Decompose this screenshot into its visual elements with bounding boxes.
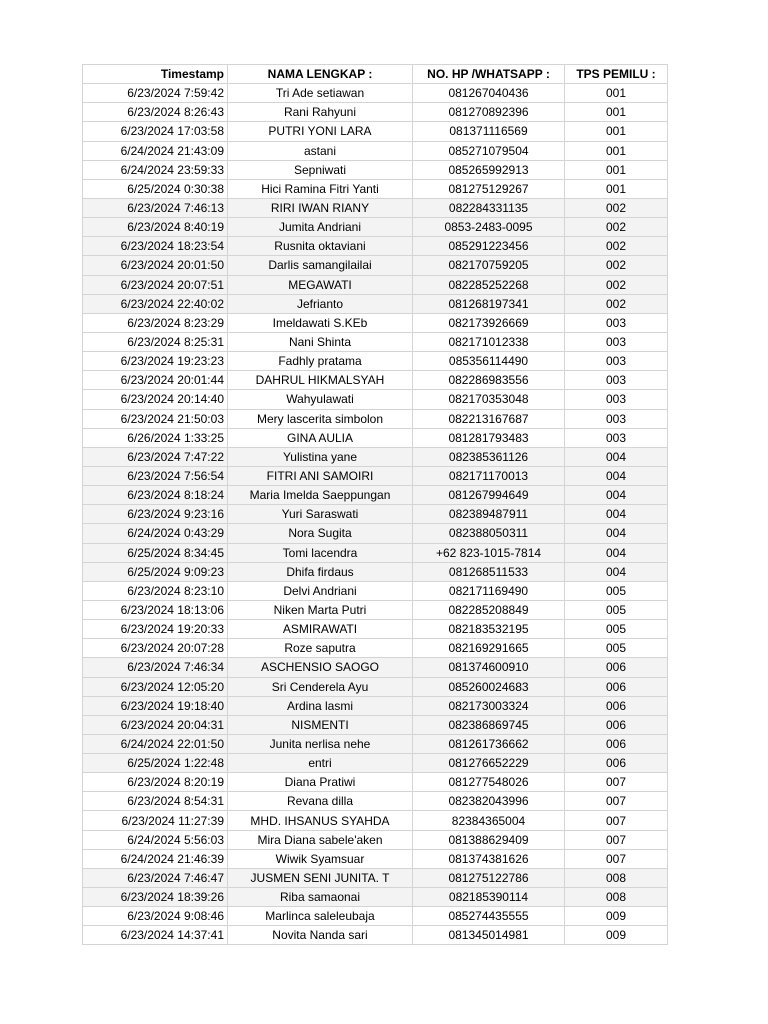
cell-full-name: Ardina lasmi <box>228 696 413 715</box>
cell-tps: 003 <box>565 352 668 371</box>
cell-timestamp: 6/23/2024 20:01:44 <box>83 371 228 390</box>
cell-phone: 081268511533 <box>413 562 565 581</box>
table-row <box>83 600 668 619</box>
cell-phone: 082389487911 <box>413 505 565 524</box>
cell-timestamp: 6/23/2024 11:27:39 <box>83 811 228 830</box>
cell-phone: 082170759205 <box>413 256 565 275</box>
cell-timestamp: 6/24/2024 21:46:39 <box>83 849 228 868</box>
cell-tps: 006 <box>565 754 668 773</box>
cell-phone: 082173926669 <box>413 313 565 332</box>
table-row <box>83 294 668 313</box>
cell-tps: 006 <box>565 715 668 734</box>
cell-timestamp: 6/25/2024 0:30:38 <box>83 179 228 198</box>
cell-full-name: Fadhly pratama <box>228 352 413 371</box>
cell-phone: 082185390114 <box>413 888 565 907</box>
cell-tps: 001 <box>565 141 668 160</box>
table-row <box>83 792 668 811</box>
cell-phone: 082382043996 <box>413 792 565 811</box>
cell-tps: 007 <box>565 792 668 811</box>
cell-full-name: FITRI ANI SAMOIRI <box>228 466 413 485</box>
cell-full-name: Dhifa firdaus <box>228 562 413 581</box>
cell-timestamp: 6/23/2024 19:23:23 <box>83 352 228 371</box>
cell-full-name: Niken Marta Putri <box>228 600 413 619</box>
table-row <box>83 734 668 753</box>
table-row <box>83 868 668 887</box>
cell-phone: 082169291665 <box>413 639 565 658</box>
cell-timestamp: 6/23/2024 8:23:10 <box>83 581 228 600</box>
cell-timestamp: 6/23/2024 7:59:42 <box>83 84 228 103</box>
cell-tps: 004 <box>565 505 668 524</box>
table-row <box>83 237 668 256</box>
table-row <box>83 773 668 792</box>
cell-phone: 081388629409 <box>413 830 565 849</box>
cell-full-name: DAHRUL HIKMALSYAH <box>228 371 413 390</box>
cell-full-name: Jumita Andriani <box>228 218 413 237</box>
cell-tps: 004 <box>565 524 668 543</box>
table-row <box>83 428 668 447</box>
table-row <box>83 696 668 715</box>
cell-phone: 082386869745 <box>413 715 565 734</box>
table-row <box>83 390 668 409</box>
table-row <box>83 677 668 696</box>
table-row <box>83 409 668 428</box>
cell-full-name: JUSMEN SENI JUNITA. T <box>228 868 413 887</box>
cell-tps: 001 <box>565 160 668 179</box>
cell-timestamp: 6/23/2024 8:26:43 <box>83 103 228 122</box>
responses-table <box>82 64 668 945</box>
header-full-name: NAMA LENGKAP : <box>228 65 413 84</box>
cell-full-name: Rusnita oktaviani <box>228 237 413 256</box>
cell-full-name: PUTRI YONI LARA <box>228 122 413 141</box>
cell-phone: 081276652229 <box>413 754 565 773</box>
cell-timestamp: 6/23/2024 20:07:51 <box>83 275 228 294</box>
cell-timestamp: 6/24/2024 22:01:50 <box>83 734 228 753</box>
cell-full-name: Yuri Saraswati <box>228 505 413 524</box>
cell-phone: 081267994649 <box>413 486 565 505</box>
cell-full-name: entri <box>228 754 413 773</box>
cell-phone: 085274435555 <box>413 907 565 926</box>
cell-phone: 082173003324 <box>413 696 565 715</box>
cell-timestamp: 6/23/2024 8:18:24 <box>83 486 228 505</box>
cell-tps: 007 <box>565 773 668 792</box>
cell-tps: 004 <box>565 466 668 485</box>
cell-tps: 002 <box>565 256 668 275</box>
cell-phone: 082170353048 <box>413 390 565 409</box>
table-row <box>83 754 668 773</box>
table-row <box>83 313 668 332</box>
table-row <box>83 84 668 103</box>
cell-tps: 002 <box>565 294 668 313</box>
cell-full-name: astani <box>228 141 413 160</box>
cell-tps: 002 <box>565 237 668 256</box>
cell-full-name: Imeldawati S.KEb <box>228 313 413 332</box>
cell-full-name: Wiwik Syamsuar <box>228 849 413 868</box>
table-row <box>83 830 668 849</box>
table-row <box>83 849 668 868</box>
cell-timestamp: 6/23/2024 9:23:16 <box>83 505 228 524</box>
cell-tps: 004 <box>565 447 668 466</box>
table-row <box>83 160 668 179</box>
table-row <box>83 332 668 351</box>
cell-phone: 082171170013 <box>413 466 565 485</box>
cell-phone: 081277548026 <box>413 773 565 792</box>
cell-tps: 001 <box>565 179 668 198</box>
cell-phone: 085356114490 <box>413 352 565 371</box>
table-row <box>83 888 668 907</box>
cell-full-name: Roze saputra <box>228 639 413 658</box>
cell-timestamp: 6/25/2024 8:34:45 <box>83 543 228 562</box>
cell-tps: 003 <box>565 390 668 409</box>
table-row <box>83 581 668 600</box>
table-row <box>83 218 668 237</box>
header-row <box>83 65 668 84</box>
cell-phone: 081267040436 <box>413 84 565 103</box>
cell-tps: 006 <box>565 658 668 677</box>
cell-timestamp: 6/23/2024 21:50:03 <box>83 409 228 428</box>
cell-timestamp: 6/23/2024 20:14:40 <box>83 390 228 409</box>
cell-full-name: Delvi Andriani <box>228 581 413 600</box>
cell-phone: 082285208849 <box>413 600 565 619</box>
cell-full-name: ASMIRAWATI <box>228 620 413 639</box>
table-row <box>83 620 668 639</box>
cell-tps: 004 <box>565 543 668 562</box>
cell-full-name: MEGAWATI <box>228 275 413 294</box>
cell-full-name: Sepniwati <box>228 160 413 179</box>
cell-timestamp: 6/23/2024 18:13:06 <box>83 600 228 619</box>
cell-full-name: Tomi lacendra <box>228 543 413 562</box>
cell-tps: 009 <box>565 926 668 945</box>
cell-tps: 006 <box>565 734 668 753</box>
table-row <box>83 179 668 198</box>
cell-phone: 082284331135 <box>413 198 565 217</box>
cell-full-name: Diana Pratiwi <box>228 773 413 792</box>
table-row <box>83 926 668 945</box>
table-row <box>83 543 668 562</box>
table-row <box>83 103 668 122</box>
cell-phone: 082171169490 <box>413 581 565 600</box>
cell-full-name: Novita Nanda sari <box>228 926 413 945</box>
table-row <box>83 256 668 275</box>
cell-tps: 003 <box>565 313 668 332</box>
cell-full-name: ASCHENSIO SAOGO <box>228 658 413 677</box>
cell-phone: 085291223456 <box>413 237 565 256</box>
cell-phone: 081281793483 <box>413 428 565 447</box>
cell-tps: 005 <box>565 639 668 658</box>
table-row <box>83 658 668 677</box>
cell-tps: 007 <box>565 830 668 849</box>
cell-tps: 005 <box>565 600 668 619</box>
cell-tps: 007 <box>565 811 668 830</box>
cell-timestamp: 6/23/2024 7:47:22 <box>83 447 228 466</box>
cell-phone: 082286983556 <box>413 371 565 390</box>
table-row <box>83 198 668 217</box>
cell-timestamp: 6/25/2024 1:22:48 <box>83 754 228 773</box>
cell-full-name: Rani Rahyuni <box>228 103 413 122</box>
cell-full-name: NISMENTI <box>228 715 413 734</box>
table-row <box>83 811 668 830</box>
cell-phone: 082285252268 <box>413 275 565 294</box>
table-row <box>83 466 668 485</box>
cell-tps: 003 <box>565 428 668 447</box>
table-body <box>83 84 668 945</box>
cell-full-name: Nora Sugita <box>228 524 413 543</box>
cell-phone: 082388050311 <box>413 524 565 543</box>
table-row <box>83 715 668 734</box>
cell-timestamp: 6/23/2024 8:54:31 <box>83 792 228 811</box>
cell-full-name: Riba samaonai <box>228 888 413 907</box>
cell-full-name: Junita nerlisa nehe <box>228 734 413 753</box>
cell-phone: 081374600910 <box>413 658 565 677</box>
cell-timestamp: 6/23/2024 18:39:26 <box>83 888 228 907</box>
cell-timestamp: 6/23/2024 17:03:58 <box>83 122 228 141</box>
cell-phone: 0853-2483-0095 <box>413 218 565 237</box>
cell-tps: 006 <box>565 696 668 715</box>
cell-tps: 002 <box>565 198 668 217</box>
cell-timestamp: 6/26/2024 1:33:25 <box>83 428 228 447</box>
table-row <box>83 122 668 141</box>
cell-phone: 082213167687 <box>413 409 565 428</box>
cell-phone: 082183532195 <box>413 620 565 639</box>
cell-full-name: Jefrianto <box>228 294 413 313</box>
cell-tps: 002 <box>565 275 668 294</box>
cell-phone: 82384365004 <box>413 811 565 830</box>
cell-full-name: Revana dilla <box>228 792 413 811</box>
cell-full-name: MHD. IHSANUS SYAHDA <box>228 811 413 830</box>
cell-full-name: GINA AULIA <box>228 428 413 447</box>
cell-timestamp: 6/23/2024 20:04:31 <box>83 715 228 734</box>
cell-phone: +62 823-1015-7814 <box>413 543 565 562</box>
cell-timestamp: 6/23/2024 20:07:28 <box>83 639 228 658</box>
table-row <box>83 505 668 524</box>
cell-tps: 005 <box>565 620 668 639</box>
cell-phone: 081270892396 <box>413 103 565 122</box>
cell-phone: 081268197341 <box>413 294 565 313</box>
cell-full-name: Darlis samangilailai <box>228 256 413 275</box>
cell-timestamp: 6/23/2024 22:40:02 <box>83 294 228 313</box>
cell-phone: 081374381626 <box>413 849 565 868</box>
table-row <box>83 562 668 581</box>
cell-full-name: Wahyulawati <box>228 390 413 409</box>
cell-timestamp: 6/23/2024 14:37:41 <box>83 926 228 945</box>
cell-timestamp: 6/24/2024 23:59:33 <box>83 160 228 179</box>
cell-full-name: Marlinca saleleubaja <box>228 907 413 926</box>
cell-timestamp: 6/23/2024 8:23:29 <box>83 313 228 332</box>
table-row <box>83 486 668 505</box>
cell-phone: 082385361126 <box>413 447 565 466</box>
cell-timestamp: 6/23/2024 9:08:46 <box>83 907 228 926</box>
cell-timestamp: 6/24/2024 21:43:09 <box>83 141 228 160</box>
cell-phone: 081371116569 <box>413 122 565 141</box>
cell-tps: 005 <box>565 581 668 600</box>
table-row <box>83 371 668 390</box>
cell-full-name: Nani Shinta <box>228 332 413 351</box>
cell-phone: 081345014981 <box>413 926 565 945</box>
cell-full-name: Hici Ramina Fitri Yanti <box>228 179 413 198</box>
cell-tps: 004 <box>565 562 668 581</box>
cell-full-name: Mira Diana sabele'aken <box>228 830 413 849</box>
cell-phone: 081275122786 <box>413 868 565 887</box>
cell-tps: 003 <box>565 409 668 428</box>
cell-full-name: Maria Imelda Saeppungan <box>228 486 413 505</box>
header-phone-whatsapp: NO. HP /WHATSAPP : <box>413 65 565 84</box>
cell-phone: 085265992913 <box>413 160 565 179</box>
cell-phone: 082171012338 <box>413 332 565 351</box>
header-timestamp: Timestamp <box>83 65 228 84</box>
cell-timestamp: 6/23/2024 19:18:40 <box>83 696 228 715</box>
cell-timestamp: 6/23/2024 8:20:19 <box>83 773 228 792</box>
cell-tps: 003 <box>565 332 668 351</box>
cell-tps: 006 <box>565 677 668 696</box>
cell-timestamp: 6/23/2024 12:05:20 <box>83 677 228 696</box>
cell-timestamp: 6/24/2024 5:56:03 <box>83 830 228 849</box>
cell-timestamp: 6/23/2024 7:46:13 <box>83 198 228 217</box>
cell-timestamp: 6/23/2024 8:40:19 <box>83 218 228 237</box>
cell-timestamp: 6/23/2024 8:25:31 <box>83 332 228 351</box>
cell-full-name: Sri Cenderela Ayu <box>228 677 413 696</box>
cell-tps: 001 <box>565 84 668 103</box>
cell-phone: 085260024683 <box>413 677 565 696</box>
cell-tps: 002 <box>565 218 668 237</box>
cell-tps: 003 <box>565 371 668 390</box>
cell-timestamp: 6/23/2024 7:46:47 <box>83 868 228 887</box>
cell-tps: 008 <box>565 888 668 907</box>
table-row <box>83 141 668 160</box>
table-row <box>83 639 668 658</box>
cell-timestamp: 6/25/2024 9:09:23 <box>83 562 228 581</box>
cell-full-name: Tri Ade setiawan <box>228 84 413 103</box>
cell-tps: 007 <box>565 849 668 868</box>
cell-tps: 001 <box>565 103 668 122</box>
cell-timestamp: 6/24/2024 0:43:29 <box>83 524 228 543</box>
cell-phone: 085271079504 <box>413 141 565 160</box>
table-row <box>83 275 668 294</box>
cell-timestamp: 6/23/2024 7:46:34 <box>83 658 228 677</box>
cell-timestamp: 6/23/2024 20:01:50 <box>83 256 228 275</box>
cell-timestamp: 6/23/2024 7:56:54 <box>83 466 228 485</box>
table-row <box>83 352 668 371</box>
table-row <box>83 907 668 926</box>
cell-full-name: Mery lascerita simbolon <box>228 409 413 428</box>
cell-timestamp: 6/23/2024 18:23:54 <box>83 237 228 256</box>
cell-full-name: Yulistina yane <box>228 447 413 466</box>
cell-timestamp: 6/23/2024 19:20:33 <box>83 620 228 639</box>
header-tps-pemilu: TPS PEMILU : <box>565 65 668 84</box>
table-row <box>83 524 668 543</box>
cell-full-name: RIRI IWAN RIANY <box>228 198 413 217</box>
cell-tps: 004 <box>565 486 668 505</box>
cell-phone: 081261736662 <box>413 734 565 753</box>
table-row <box>83 447 668 466</box>
cell-tps: 009 <box>565 907 668 926</box>
cell-phone: 081275129267 <box>413 179 565 198</box>
cell-tps: 008 <box>565 868 668 887</box>
cell-tps: 001 <box>565 122 668 141</box>
